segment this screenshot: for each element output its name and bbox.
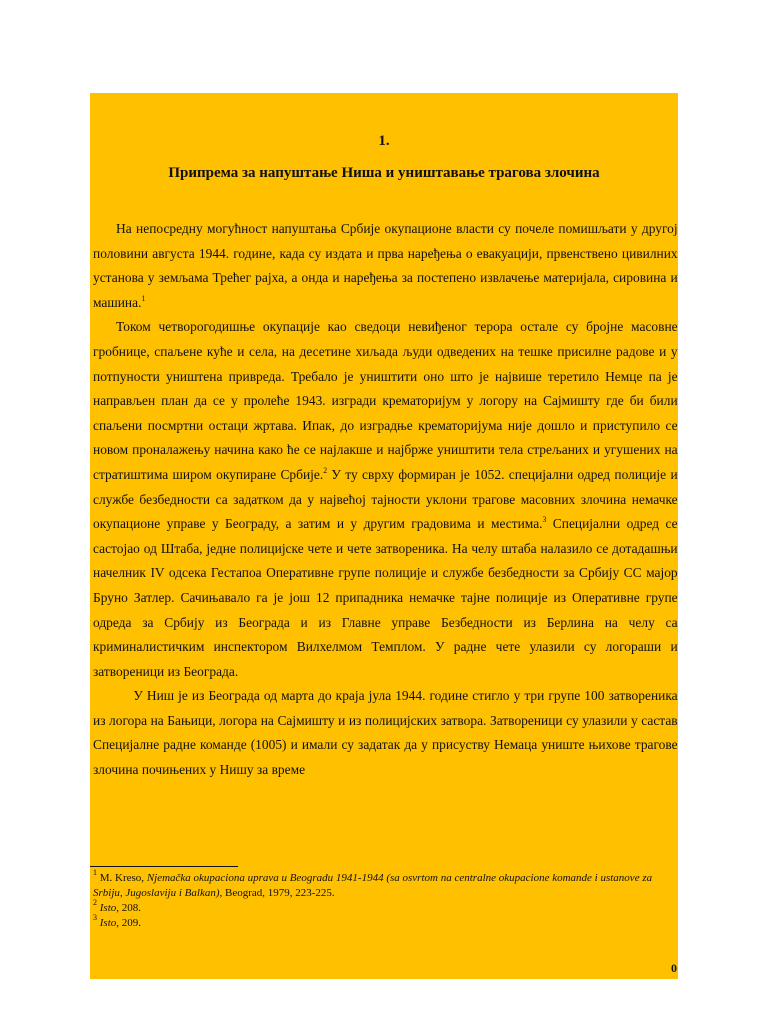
footnote-2-isto: Isto [97, 902, 117, 914]
footnote-3-rest: , 209. [116, 917, 141, 929]
footnote-1-title: Njemačka okupaciona uprava u Beogradu 1941-1944 (sa osvrtom na centralne okupacione komande i ustanove za Srbiju, Jugoslaviju i Balkan) [93, 872, 653, 899]
footnote-1 [93, 868, 678, 901]
footnote-1-author: M. Kreso, [97, 872, 147, 884]
paragraph-3-text: У Ниш је из Београда од марта до краја јула 1944. године стигло у три групе 100 затвореника из логора на Бањици, логора на Сајмишту и из полицијских затвора. Затвореници су улазили у састав Специјалне радне команде (1005) и имали су задатак да у присуству Немаца униште њихове трагове злочина почињених у Нишу за време [93, 689, 678, 779]
footnote-3-mark: 3 [93, 913, 97, 922]
paragraph-2-part-b: У ту сврху формиран је 1052. специјални одред полиције и службе безбедности са задатком да у највећој тајности уклони трагове масовних злочина немачке окупационе управе у Београду, а затим и у другим градовима и местима. [93, 467, 678, 533]
paragraph-2-part-c: Специјални одред се састојао од Штаба, једне полицијске чете и чете затвореника. На челу штаба налазило се дотадашњи начелник IV одсека Гестапоа Оперативне групе полиције и службе безбедности за Србију СС мајор Бруно Затлер. Сачињавало га је још 12 припадника немачке тајне полиције из Оперативне групе одреда за Србију из Београда и из Главне управе Безбедности из Берлина на челу са криминалистичким инспектором Вилхелмом Темплом. У радне чете улазили су логораши и затвореници из Београда. [93, 517, 678, 680]
footnote-ref-1: 1 [141, 293, 146, 303]
footnote-2 [93, 898, 678, 916]
footnote-3-isto: Isto [97, 917, 117, 929]
document-page [90, 93, 678, 979]
footnote-1-mark: 1 [93, 868, 97, 877]
footnote-2-rest: , 208. [116, 902, 141, 914]
footnote-separator [90, 866, 238, 867]
paragraph-2-part-a: Током четворогодишње окупације као сведоци невиђеног терора остале су бројне масовне гробнице, спаљене куће и села, на десетине хиљада људи одведених на тешке присилне радове и у потпуности уништена привреда. Требало је уништити оно што је највише теретило Немце па је направљен план да се у пролеће 1943. изгради крематоријум у логору на Сајмишту где би били спаљени посмртни остаци жртава. Ипак, до изградње крематоријума није дошло и приступило се новом проналажењу начина како ће се најлакше и најбрже уништити тела стрељаних и угушених на стратиштима широм окупиране Србије. [93, 320, 678, 483]
chapter-number: 1. [378, 133, 390, 149]
paragraph-3 [93, 685, 678, 783]
page-number: 0 [671, 961, 677, 975]
chapter-title: Припрема за напуштање Ниша и уништавање трагова злочина [168, 165, 600, 181]
paragraph-1 [93, 218, 678, 316]
paragraph-2 [93, 316, 678, 685]
paragraph-1-text: На непосредну могућност напуштања Србије окупационе власти су почеле помишљати у другој половини августа 1944. године, када су издата и прва наређења о евакуацији, првенствено цивилних установа у земљама Трећег рајха, а онда и наређења за постепено извлачење материјала, сировина и машина. [93, 222, 678, 311]
footnotes [93, 868, 678, 931]
footnote-1-rest: , Beograd, 1979, 223-225. [219, 887, 335, 899]
footnote-3 [93, 913, 678, 931]
footnote-ref-2: 2 [323, 465, 328, 475]
footnote-ref-3: 3 [542, 515, 547, 525]
body-text [93, 218, 678, 784]
footnote-2-mark: 2 [93, 898, 97, 907]
